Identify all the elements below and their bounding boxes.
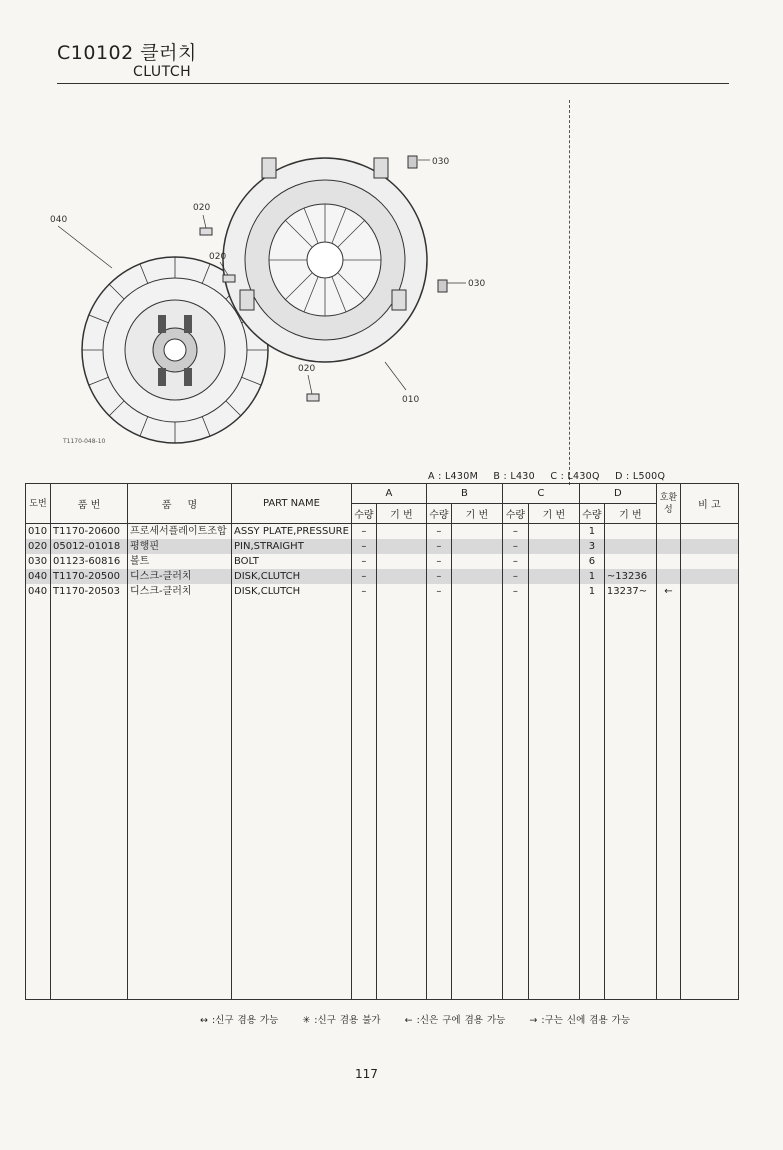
header-serial: 기 번 <box>451 504 502 524</box>
table-row <box>26 569 739 584</box>
callout-010: 010 <box>402 395 420 405</box>
table-empty-space <box>26 599 739 1000</box>
qty-c: – <box>502 539 528 554</box>
ref-no: 010 <box>26 524 51 540</box>
header-ref: 도번 <box>26 484 51 524</box>
interchange <box>656 539 680 554</box>
model-c: C : L430Q <box>550 471 600 482</box>
ref-no: 040 <box>26 584 51 599</box>
serial-d <box>604 554 656 569</box>
title-divider <box>57 83 729 84</box>
callout-020-b: 020 <box>209 252 227 262</box>
qty-d: 1 <box>579 584 604 599</box>
qty-c: – <box>502 584 528 599</box>
qty-a: – <box>351 524 376 540</box>
interchange: ← <box>656 584 680 599</box>
qty-a: – <box>351 569 376 584</box>
table-row <box>26 554 739 569</box>
serial-d: 13237~ <box>604 584 656 599</box>
qty-b: – <box>426 569 451 584</box>
header-qty: 수량 <box>351 504 376 524</box>
ref-no: 020 <box>26 539 51 554</box>
header-serial: 기 번 <box>376 504 426 524</box>
exploded-diagram <box>40 140 540 460</box>
model-d: D : L500Q <box>615 471 666 482</box>
callout-020-a: 020 <box>193 203 211 213</box>
table-row <box>26 524 739 540</box>
qty-c: – <box>502 569 528 584</box>
header-qty: 수량 <box>579 504 604 524</box>
part-name-en: ASSY PLATE,PRESSURE <box>232 524 352 540</box>
figure-id: T1170-048-10 <box>63 438 106 445</box>
qty-c: – <box>502 554 528 569</box>
part-name-en: BOLT <box>232 554 352 569</box>
part-number: T1170-20600 <box>51 524 128 540</box>
header-name-ko: 품 명 <box>128 484 232 524</box>
header-name-en: PART NAME <box>232 484 352 524</box>
part-name-ko: 디스크-클러치 <box>128 584 232 599</box>
qty-b: – <box>426 584 451 599</box>
table-row <box>26 584 739 599</box>
part-name-ko: 프로세서플레이트조합 <box>128 524 232 540</box>
qty-d: 1 <box>579 524 604 540</box>
model-a: A : L430M <box>428 471 479 482</box>
header-serial: 기 번 <box>528 504 579 524</box>
serial-d <box>604 524 656 540</box>
part-number: 01123-60816 <box>51 554 128 569</box>
part-name-ko: 평행핀 <box>128 539 232 554</box>
table-row <box>26 539 739 554</box>
header-interchange: 호환성 <box>656 484 680 524</box>
callout-030-b: 030 <box>468 279 486 289</box>
qty-a: – <box>351 554 376 569</box>
interchangeability-legend <box>200 1012 650 1026</box>
legend-old-for-new: → :구는 신에 겸용 가능 <box>529 1015 630 1026</box>
part-number: T1170-20503 <box>51 584 128 599</box>
page-title-english: CLUTCH <box>133 64 192 80</box>
part-name-ko: 디스크-클러치 <box>128 569 232 584</box>
header-model-d: D <box>579 484 656 504</box>
header-model-c: C <box>502 484 579 504</box>
header-part-no: 품 번 <box>51 484 128 524</box>
legend-new-for-old: ← :신은 구에 겸용 가능 <box>404 1015 506 1026</box>
ref-no: 040 <box>26 569 51 584</box>
header-serial: 기 번 <box>604 504 656 524</box>
callout-030-a: 030 <box>432 157 450 167</box>
serial-d: ~13236 <box>604 569 656 584</box>
header-remarks: 비 고 <box>680 484 738 524</box>
ref-no: 030 <box>26 554 51 569</box>
qty-d: 6 <box>579 554 604 569</box>
interchange <box>656 569 680 584</box>
part-number: T1170-20500 <box>51 569 128 584</box>
header-model-b: B <box>426 484 502 504</box>
part-number: 05012-01018 <box>51 539 128 554</box>
pressure-plate-drawing <box>223 158 427 362</box>
header-model-a: A <box>351 484 426 504</box>
qty-d: 3 <box>579 539 604 554</box>
header-qty: 수량 <box>426 504 451 524</box>
legend-not-interchangeable: ✳ :신구 겸용 불가 <box>302 1015 381 1026</box>
qty-a: – <box>351 539 376 554</box>
part-name-en: DISK,CLUTCH <box>232 584 352 599</box>
callout-040: 040 <box>50 215 68 225</box>
parts-table <box>25 483 739 1000</box>
qty-c: – <box>502 524 528 540</box>
part-name-en: PIN,STRAIGHT <box>232 539 352 554</box>
callout-020-c: 020 <box>298 364 316 374</box>
qty-a: – <box>351 584 376 599</box>
interchange <box>656 524 680 540</box>
header-qty: 수량 <box>502 504 528 524</box>
legend-both-ways: ↔ :신구 겸용 가능 <box>200 1015 279 1026</box>
model-b: B : L430 <box>493 471 535 482</box>
qty-b: – <box>426 539 451 554</box>
page-title-code: C10102 클러치 <box>57 42 197 64</box>
section-divider-dashed <box>569 100 570 485</box>
interchange <box>656 554 680 569</box>
qty-b: – <box>426 524 451 540</box>
model-legend <box>428 471 677 482</box>
page-number: 117 <box>355 1067 378 1081</box>
part-name-ko: 볼트 <box>128 554 232 569</box>
serial-d <box>604 539 656 554</box>
qty-b: – <box>426 554 451 569</box>
part-name-en: DISK,CLUTCH <box>232 569 352 584</box>
qty-d: 1 <box>579 569 604 584</box>
